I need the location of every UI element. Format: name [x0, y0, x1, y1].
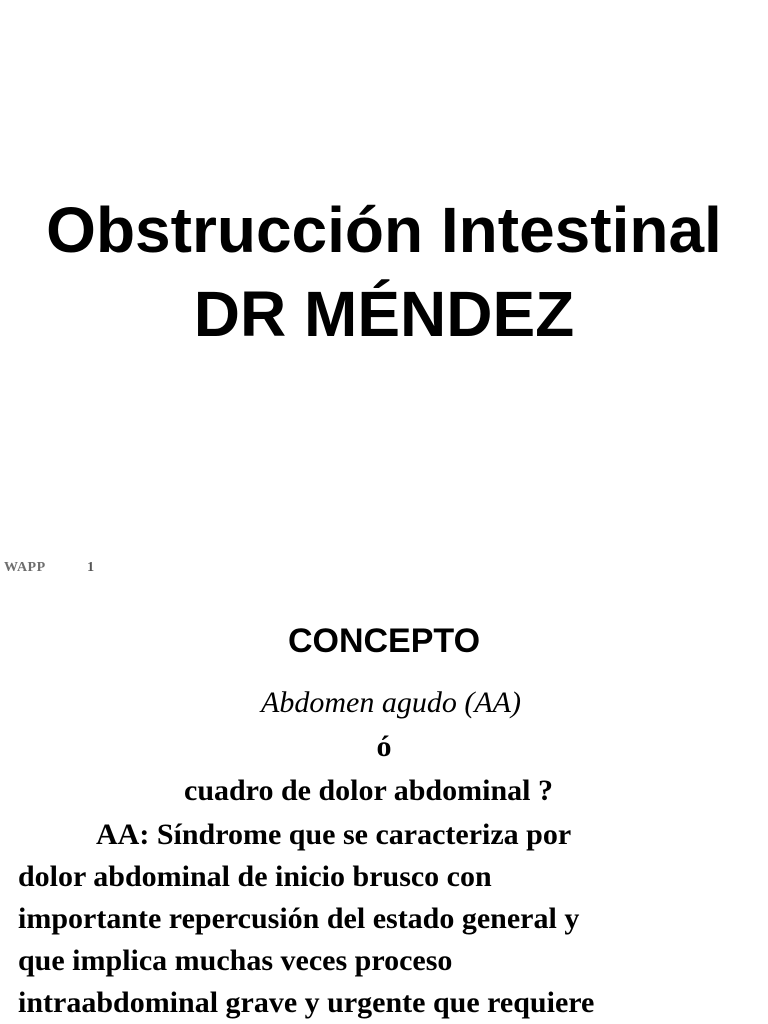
- definition-line: AA: Síndrome que se caracteriza por: [96, 818, 572, 851]
- slide-title: [0, 188, 768, 356]
- slide-footer: [4, 560, 94, 576]
- slide-2: [0, 600, 768, 1024]
- concept-heading: CONCEPTO: [287, 622, 481, 660]
- definition-line: dolor abdominal de inicio brusco con: [18, 860, 492, 893]
- concept-subtitle: Abdomen agudo (AA): [261, 686, 521, 719]
- concept-question: cuadro de dolor abdominal ?: [184, 774, 553, 807]
- title-line-2: DR MÉNDEZ: [193, 278, 575, 350]
- definition-line: importante repercusión del estado general y: [18, 902, 580, 935]
- definition-paragraph: [18, 814, 758, 1024]
- footer-label: WAPP: [4, 560, 46, 575]
- title-line-1: Obstrucción Intestinal: [46, 194, 722, 266]
- definition-line: que implica muchas veces proceso: [18, 944, 453, 977]
- definition-line: intraabdominal grave y urgente que requiere: [18, 986, 595, 1019]
- page-number: 1: [87, 560, 95, 575]
- concept-connector: ó: [376, 730, 392, 763]
